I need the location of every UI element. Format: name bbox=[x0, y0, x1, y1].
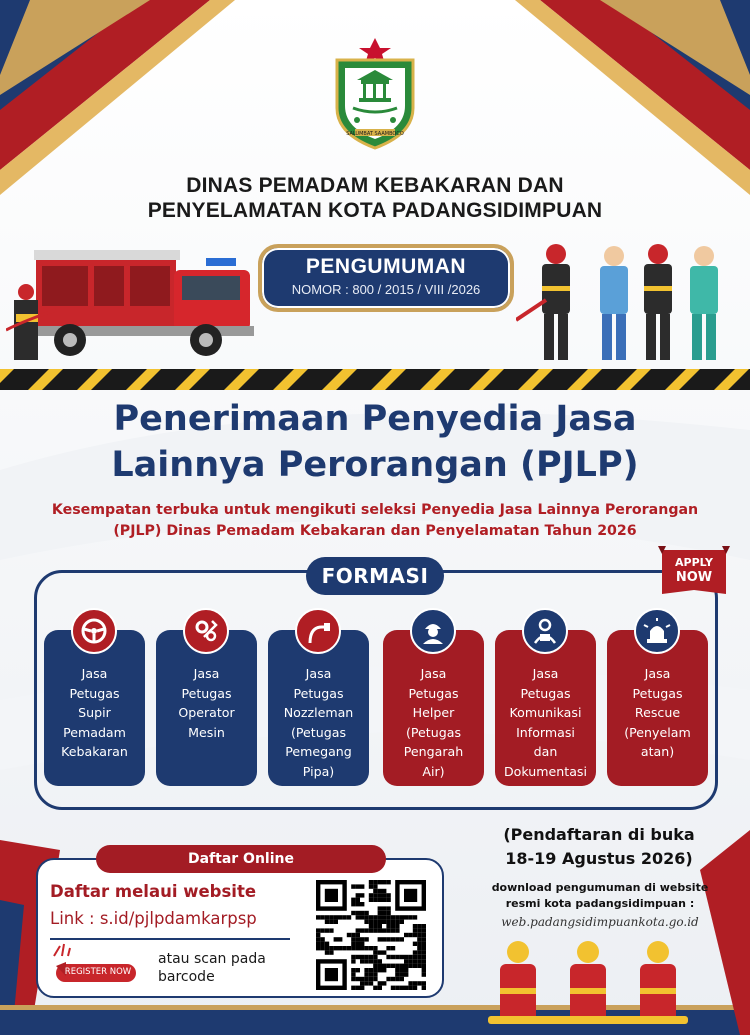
scan-line2: barcode bbox=[158, 969, 215, 985]
registration-title: Daftar melaui website bbox=[50, 882, 257, 901]
steering-wheel-icon bbox=[71, 608, 117, 654]
formasi-title: FORMASI bbox=[306, 557, 444, 595]
daftar-online-pill: Daftar Online bbox=[96, 845, 386, 873]
hazard-stripe bbox=[0, 369, 750, 390]
scan-line1: atau scan pada bbox=[158, 951, 266, 967]
formasi-card-line: Petugas bbox=[520, 685, 571, 701]
fire-hose-icon bbox=[295, 608, 341, 654]
website-link[interactable]: web.padangsidimpuankota.go.id bbox=[501, 915, 699, 929]
formasi-card-line: Informasi bbox=[516, 724, 575, 740]
formasi-card-line: Pemegang bbox=[285, 744, 352, 760]
apply-badge-line2: NOW bbox=[675, 570, 713, 585]
schedule-line1: (Pendaftaran di buka bbox=[503, 825, 695, 844]
formasi-card-line: Petugas bbox=[293, 685, 344, 701]
formasi-card-line: Petugas bbox=[69, 685, 120, 701]
firefighters-medics-illustration bbox=[516, 240, 730, 368]
formasi-card-line: Kebakaran bbox=[61, 744, 128, 760]
gears-wrench-icon bbox=[183, 608, 229, 654]
register-now-label: REGISTER NOW bbox=[64, 967, 132, 977]
formasi-card-line: Dokumentasi bbox=[503, 763, 587, 779]
fire-truck-illustration bbox=[6, 240, 256, 368]
camera-person-icon bbox=[522, 608, 568, 654]
formasi-card-line: Jasa bbox=[81, 666, 108, 681]
formasi-card-line: (Petugas bbox=[406, 724, 461, 740]
subtitle-line1: Kesempatan terbuka untuk mengikuti seleksi Penyedia Jasa Lainnya Perorangan bbox=[51, 502, 699, 518]
helper-worker-icon bbox=[410, 608, 456, 654]
apply-now-badge[interactable] bbox=[658, 546, 730, 602]
announcement-number: NOMOR : 800 / 2015 / VIII /2026 bbox=[291, 282, 481, 297]
scan-instruction bbox=[158, 950, 298, 986]
schedule-line2: 18-19 Agustus 2026) bbox=[505, 849, 693, 868]
formasi-card-line: Supir bbox=[78, 705, 111, 721]
formasi-card-line: Pengarah bbox=[403, 744, 464, 760]
megaphone-sparks-icon bbox=[52, 942, 72, 958]
headline-line2: Lainnya Perorangan (PJLP) bbox=[111, 445, 639, 485]
agency-name-line2: PENYELAMATAN KOTA PADANGSIDIMPUAN bbox=[147, 199, 603, 222]
subtitle-line2: (PJLP) Dinas Pemadam Kebakaran dan Penyelamatan Tahun 2026 bbox=[113, 523, 637, 539]
announcement-badge bbox=[258, 244, 514, 312]
formasi-card-line: Pemadam bbox=[63, 724, 126, 740]
formasi-card-line: Petugas bbox=[408, 685, 459, 701]
formasi-card-line: Jasa bbox=[532, 666, 559, 681]
agency-name-line1: DINAS PEMADAM KEBAKARAN DAN bbox=[186, 174, 564, 197]
qr-code-icon[interactable] bbox=[316, 880, 426, 990]
formasi-card-line: Air) bbox=[422, 763, 445, 779]
formasi-card-line: Komunikasi bbox=[509, 705, 582, 721]
formasi-card-line: atan) bbox=[640, 744, 675, 760]
formasi-card-line: Rescue bbox=[634, 705, 681, 721]
formasi-card-line: Jasa bbox=[644, 666, 671, 681]
formasi-card-line: Operator bbox=[178, 705, 235, 721]
formasi-card-line: (Penyelam bbox=[624, 724, 691, 740]
download-line1: download pengumuman di website bbox=[491, 881, 709, 894]
formasi-card-line: (Petugas bbox=[291, 724, 346, 740]
formasi-card-line: Helper bbox=[412, 705, 455, 721]
logo-motto: SALUMBAT SAAMBOCO bbox=[346, 131, 404, 137]
formasi-card-line: Pipa) bbox=[302, 763, 335, 779]
apply-badge-line1: APPLY bbox=[675, 556, 713, 569]
registration-divider bbox=[50, 938, 290, 940]
register-now-button[interactable] bbox=[52, 960, 138, 984]
formasi-card-line: Jasa bbox=[305, 666, 332, 681]
registration-link[interactable]: Link : s.id/pjlpdamkarpsp bbox=[50, 909, 257, 928]
siren-icon bbox=[634, 608, 680, 654]
headline-line1: Penerimaan Penyedia Jasa bbox=[113, 399, 637, 439]
formasi-card-line: Mesin bbox=[188, 724, 225, 740]
city-emblem-icon bbox=[333, 38, 417, 150]
formasi-card-line: Jasa bbox=[193, 666, 220, 681]
announcement-title: PENGUMUMAN bbox=[305, 255, 467, 278]
formasi-card-line: Nozzleman bbox=[283, 705, 354, 721]
formasi-card-line: Jasa bbox=[420, 666, 447, 681]
rescue-team-illustration bbox=[478, 936, 698, 1035]
formasi-card-line: Petugas bbox=[181, 685, 232, 701]
download-line2: resmi kota padangsidimpuan : bbox=[505, 897, 695, 910]
formasi-card-line: Petugas bbox=[632, 685, 683, 701]
formasi-card-line: dan bbox=[533, 744, 558, 760]
